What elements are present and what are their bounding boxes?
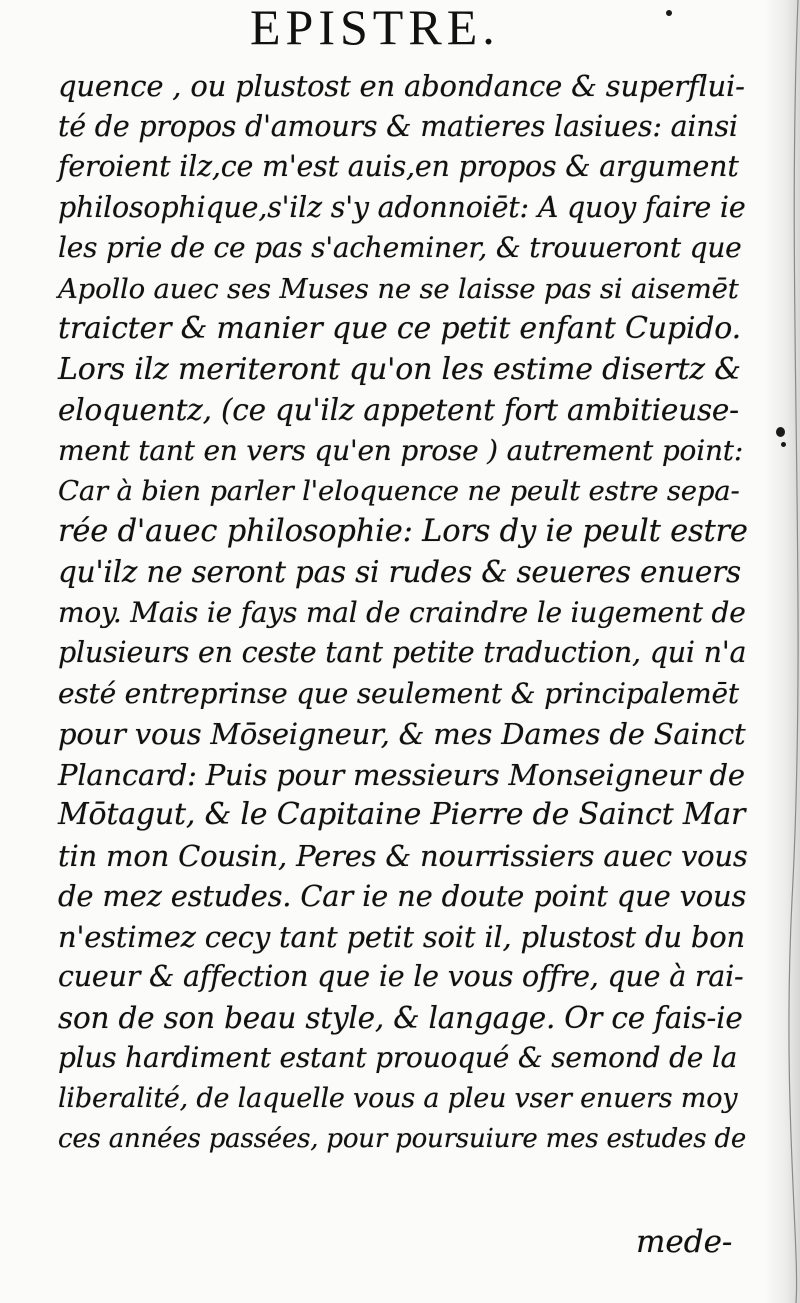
ink-spot xyxy=(781,442,786,447)
text-line: eloquentz, (ce qu'ilz appetent fort ambitieuse- xyxy=(58,393,739,427)
text-line: moy. Mais ie fays mal de craindre le iugement de xyxy=(58,595,746,629)
text-line: Mōtagut, & le Capitaine Pierre de Sainct Mar xyxy=(58,797,746,832)
text-line: ment tant en vers qu'en prose ) autrement point: xyxy=(58,433,744,467)
text-line: plus hardiment estant prouoqué & semond de la xyxy=(58,1041,738,1074)
text-line: qu'ilz ne seront pas si rudes & seueres enuers xyxy=(58,555,741,589)
text-line: esté entreprinse que seulement & principalemēt xyxy=(58,676,739,710)
text-line: traicter & manier que ce petit enfant Cupido. xyxy=(58,311,741,346)
text-line: feroient ilz,ce m'est auis,en propos & argument xyxy=(58,150,739,183)
text-line: Lors ilz meriteront qu'on les estime disertz & xyxy=(58,351,741,387)
text-line: n'estimez cecy tant petit soit il, plustost du bon xyxy=(58,919,745,954)
text-line: son de son beau style, & langage. Or ce fais-ie xyxy=(58,1000,743,1035)
text-line: cueur & affection que ie le vous offre, que à rai- xyxy=(58,960,744,993)
text-line: pour vous Mōseigneur, & mes Dames de Sainct xyxy=(58,717,746,751)
text-line: quence , ou plustost en abondance & superflui- xyxy=(58,69,745,103)
text-line: liberalité, de laquelle vous a pleu vser enuers moy xyxy=(58,1082,738,1114)
text-line: de mez estudes. Car ie ne doute point que vous xyxy=(58,879,747,913)
page-edge-curve xyxy=(778,0,800,1303)
text-line: les prie de ce pas s'acheminer, & trouueront que xyxy=(58,231,742,264)
text-line: Plancard: Puis pour messieurs Monseigneur de xyxy=(58,757,745,792)
catchword: mede- xyxy=(636,1224,733,1260)
text-line: rée d'auec philosophie: Lors dy ie peult estre xyxy=(58,513,748,549)
ink-spot xyxy=(776,427,785,437)
running-title: EPISTRE. xyxy=(250,0,500,55)
ink-spot xyxy=(666,10,672,16)
text-line: Car à bien parler l'eloquence ne peult estre sepa- xyxy=(58,475,740,507)
text-line: ces années passées, pour poursuiure mes estudes de xyxy=(58,1124,747,1154)
body-text xyxy=(58,66,748,1160)
text-line: philosophique,s'ilz s'y adonnoiēt: A quoy faire ie xyxy=(58,190,746,224)
text-line: Apollo auec ses Muses ne se laisse pas si aisemēt xyxy=(58,272,739,305)
page-header xyxy=(0,0,800,62)
text-line: plusieurs en ceste tant petite traduction, qui n'a xyxy=(58,636,747,669)
text-line: tin mon Cousin, Peres & nourrissiers auec vous xyxy=(58,838,748,873)
text-line: té de propos d'amours & matieres lasiues: ainsi xyxy=(58,109,738,143)
